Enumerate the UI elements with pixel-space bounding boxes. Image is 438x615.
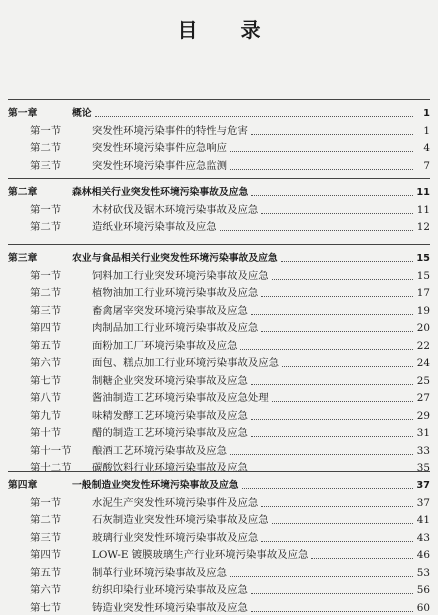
section-number: 第三节 xyxy=(30,531,62,544)
section-entry[interactable] xyxy=(8,355,430,370)
dot-leader xyxy=(281,261,413,262)
dot-leader xyxy=(242,488,413,489)
section-number: 第一节 xyxy=(30,124,62,137)
section-number: 第二节 xyxy=(30,287,62,299)
dot-leader xyxy=(230,151,413,152)
chapter-title: 森林相关行业突发性环境污染事故及应急 xyxy=(72,187,249,198)
section-number: 第二节 xyxy=(30,514,62,526)
chapter-title: 农业与食品相关行业突发性环境污染事故及应急 xyxy=(72,253,278,264)
section-title: LOW-E 镀膜玻璃生产行业环境污染事故及应急 xyxy=(92,549,309,561)
page-number: 25 xyxy=(416,374,430,387)
dot-leader xyxy=(272,401,413,402)
section-title: 制糖企业突发环境污染事故及应急 xyxy=(92,374,248,387)
page-number: 29 xyxy=(416,409,430,422)
section-number: 第二节 xyxy=(30,142,62,154)
section-number: 第三节 xyxy=(30,304,62,317)
section-entry[interactable] xyxy=(8,408,430,423)
chapter-entry[interactable] xyxy=(8,250,430,265)
page-number: 24 xyxy=(416,357,430,369)
section-entry[interactable] xyxy=(8,219,430,234)
page-number: 56 xyxy=(416,584,430,596)
page-number: 27 xyxy=(416,392,430,404)
section-number: 第四节 xyxy=(30,549,62,561)
page-number: 33 xyxy=(416,444,430,457)
chapter-divider xyxy=(8,244,430,245)
section-title: 突发性环境污染事件应急监测 xyxy=(92,159,228,172)
page-number: 1 xyxy=(423,108,430,119)
dot-leader xyxy=(272,523,413,524)
dot-leader xyxy=(261,506,413,507)
section-title: 木材砍伐及锯木环境污染事故及应急 xyxy=(92,203,259,216)
section-entry[interactable] xyxy=(8,320,430,335)
section-title: 醋的制造工艺环境污染事故及应急 xyxy=(92,427,248,439)
section-entry[interactable] xyxy=(8,390,430,405)
dot-leader xyxy=(251,134,413,135)
dot-leader xyxy=(220,230,413,231)
section-title: 面粉加工厂环境污染事故及应急 xyxy=(92,339,238,352)
chapter-number: 第二章 xyxy=(8,187,38,198)
chapter-number: 第四章 xyxy=(8,480,38,491)
section-number: 第七节 xyxy=(30,601,62,614)
section-title: 造纸业环境污染事故及应急 xyxy=(92,221,217,233)
page-title: 目 录 xyxy=(177,18,279,42)
chapter-number: 第三章 xyxy=(8,253,38,264)
dot-leader xyxy=(282,366,413,367)
dot-leader xyxy=(272,279,413,280)
section-title: 突发性环境污染事件的特性与危害 xyxy=(92,124,248,137)
page-number: 53 xyxy=(416,566,430,579)
page-number: 31 xyxy=(416,427,430,439)
section-number: 第三节 xyxy=(30,159,62,172)
section-entry[interactable] xyxy=(8,582,430,597)
section-title: 味精发酵工艺环境污染事故及应急 xyxy=(92,409,248,422)
section-number: 第一节 xyxy=(30,269,62,282)
section-title: 铸造业突发性环境污染事故及应急 xyxy=(92,601,248,614)
section-entry[interactable] xyxy=(8,530,430,545)
section-number: 第五节 xyxy=(30,566,62,579)
section-entry[interactable] xyxy=(8,303,430,318)
section-entry[interactable] xyxy=(8,460,430,475)
section-number: 第一节 xyxy=(30,496,62,509)
chapter-divider xyxy=(8,178,430,179)
section-title: 植物油加工行业环境污染事故及应急 xyxy=(92,287,259,299)
chapter-divider xyxy=(8,471,430,472)
chapter-entry[interactable] xyxy=(8,477,430,492)
section-number: 第十节 xyxy=(30,427,62,439)
page-number: 15 xyxy=(416,269,430,282)
section-number: 第四节 xyxy=(30,322,62,334)
page-number: 17 xyxy=(416,287,430,299)
section-number: 第八节 xyxy=(30,392,62,404)
section-title: 酱油制造工艺环境污染事故及应急处理 xyxy=(92,392,269,404)
section-title: 纺织印染行业环境污染事故及应急 xyxy=(92,584,248,596)
chapter-number: 第一章 xyxy=(8,108,38,119)
page-number: 11 xyxy=(416,187,430,198)
page-number: 37 xyxy=(416,480,430,491)
section-number: 第一节 xyxy=(30,203,62,216)
section-entry[interactable] xyxy=(8,140,430,155)
section-title: 酿酒工艺环境污染事故及应急 xyxy=(92,444,228,457)
chapter-divider xyxy=(8,99,430,100)
section-number: 第九节 xyxy=(30,409,62,422)
page-number: 43 xyxy=(416,531,430,544)
dot-leader xyxy=(230,454,413,455)
section-entry[interactable] xyxy=(8,123,430,138)
section-number: 第五节 xyxy=(30,339,62,352)
section-title: 突发性环境污染事件应急响应 xyxy=(92,142,228,154)
section-entry[interactable] xyxy=(8,565,430,580)
section-title: 饲料加工行业突发环境污染事故及应急 xyxy=(92,269,269,282)
section-title: 水泥生产突发性环境污染事件及应急 xyxy=(92,496,259,509)
section-entry[interactable] xyxy=(8,158,430,173)
dot-leader xyxy=(261,296,413,297)
page-number: 35 xyxy=(416,462,430,474)
section-number: 第六节 xyxy=(30,357,62,369)
chapter-title: 概论 xyxy=(72,108,92,119)
chapter-title: 一般制造业突发性环境污染事故及应急 xyxy=(72,480,239,491)
dot-leader xyxy=(251,314,413,315)
dot-leader xyxy=(261,541,413,542)
section-title: 制革行业环境污染事故及应急 xyxy=(92,566,228,579)
section-entry[interactable] xyxy=(8,268,430,283)
section-entry[interactable] xyxy=(8,425,430,440)
section-title: 玻璃行业突发性环境污染事故及应急 xyxy=(92,531,259,544)
section-entry[interactable] xyxy=(8,373,430,388)
dot-leader xyxy=(230,576,413,577)
section-entry[interactable] xyxy=(8,338,430,353)
page-number: 11 xyxy=(416,203,430,216)
dot-leader xyxy=(251,419,413,420)
section-entry[interactable] xyxy=(8,495,430,510)
dot-leader xyxy=(261,213,413,214)
section-entry[interactable] xyxy=(8,547,430,562)
chapter-entry[interactable] xyxy=(8,184,430,199)
page-number: 22 xyxy=(416,339,430,352)
dot-leader xyxy=(230,169,413,170)
section-title: 肉制品加工行业环境污染事故及应急 xyxy=(92,322,259,334)
section-number: 第二节 xyxy=(30,221,62,233)
page-number: 46 xyxy=(416,549,430,561)
page-number: 12 xyxy=(416,221,430,233)
chapter-entry[interactable] xyxy=(8,105,430,120)
section-entry[interactable] xyxy=(8,512,430,527)
dot-leader xyxy=(95,116,413,117)
section-entry[interactable] xyxy=(8,443,430,458)
section-title: 碳酸饮料行业环境污染事故及应急 xyxy=(92,462,248,474)
page-number: 4 xyxy=(423,142,430,154)
dot-leader xyxy=(261,331,413,332)
page-number: 41 xyxy=(416,514,430,526)
section-title: 畜禽屠宰突发环境污染事故及应急 xyxy=(92,304,248,317)
page-number: 1 xyxy=(423,124,430,137)
dot-leader xyxy=(251,195,413,196)
page-number: 37 xyxy=(416,496,430,509)
section-entry[interactable] xyxy=(8,202,430,217)
page-number: 60 xyxy=(416,601,430,614)
page-number: 15 xyxy=(416,253,430,264)
dot-leader xyxy=(251,593,413,594)
page-number: 20 xyxy=(416,322,430,334)
section-entry[interactable] xyxy=(8,600,430,615)
page-number: 7 xyxy=(423,159,430,172)
section-number: 第十一节 xyxy=(30,444,72,457)
dot-leader xyxy=(240,349,413,350)
section-number: 第七节 xyxy=(30,374,62,387)
section-title: 面包、糕点加工行业环境污染事故及应急 xyxy=(92,357,280,369)
section-number: 第六节 xyxy=(30,584,62,596)
dot-leader xyxy=(311,558,413,559)
section-entry[interactable] xyxy=(8,285,430,300)
dot-leader xyxy=(251,436,413,437)
page-number: 19 xyxy=(416,304,430,317)
dot-leader xyxy=(251,384,413,385)
section-number: 第十二节 xyxy=(30,462,72,474)
section-title: 石灰制造业突发性环境污染事故及应急 xyxy=(92,514,269,526)
